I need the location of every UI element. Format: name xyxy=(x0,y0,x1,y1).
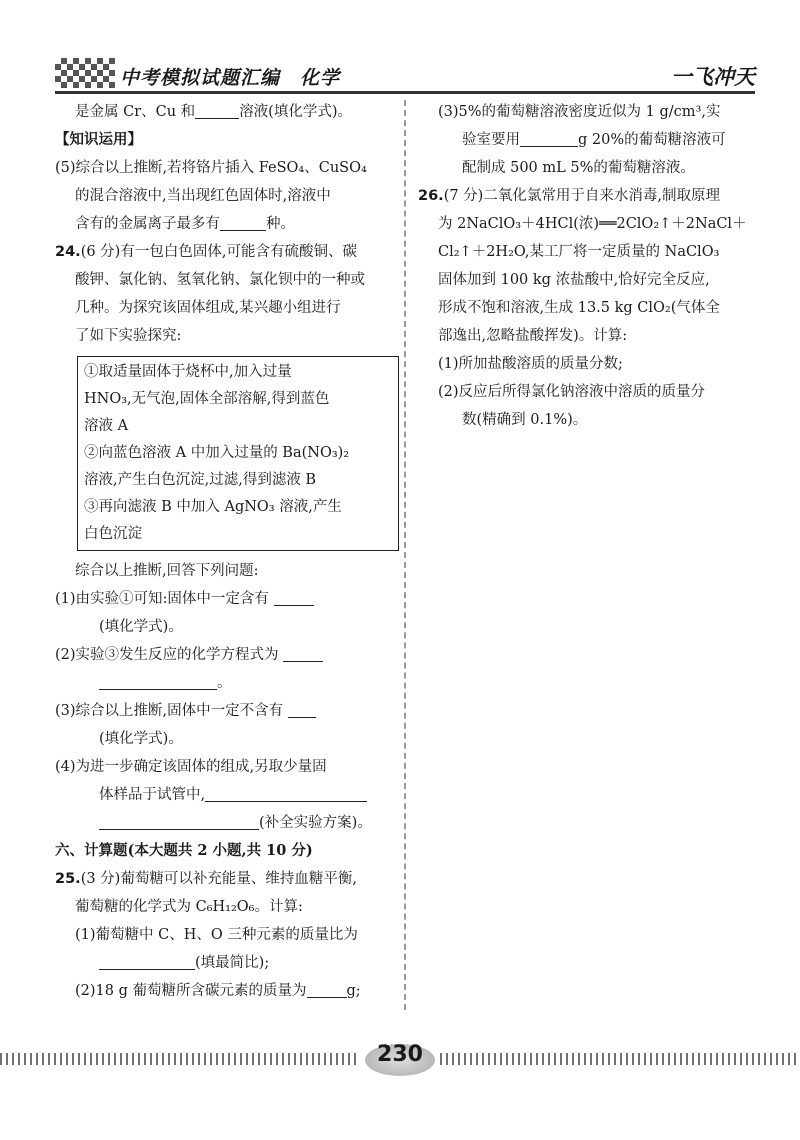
box-line: HNO₃,无气泡,固体全部溶解,得到蓝色 xyxy=(84,391,330,407)
box-line: 白色沉淀 xyxy=(84,526,142,542)
answer-blank[interactable] xyxy=(288,701,316,718)
checker-logo-icon xyxy=(55,58,115,88)
q24-line3: 几种。为探究该固体组成,某兴趣小组进行 xyxy=(75,300,341,316)
answer-blank[interactable] xyxy=(205,785,367,802)
q24-4-line3: (补全实验方案)。 xyxy=(55,809,395,837)
q24-intro: 综合以上推断,回答下列问题: xyxy=(75,563,259,579)
question-number: 25. xyxy=(55,871,81,887)
q24-1-line2: (填化学式)。 xyxy=(99,619,183,635)
q26-line4: 固体加到 100 kg 浓盐酸中,恰好完全反应, xyxy=(438,272,710,288)
box-line: 溶液 A xyxy=(84,418,129,434)
q26-line2: 为 2NaClO₃＋4HCl(浓)══2ClO₂↑＋2NaCl＋ xyxy=(438,216,747,232)
right-column xyxy=(418,98,758,434)
answer-blank[interactable] xyxy=(307,981,347,998)
question-number: 26. xyxy=(418,188,444,204)
answer-blank[interactable] xyxy=(99,953,195,970)
column-divider xyxy=(404,100,406,1010)
q24-line1: 24.(6 分)有一包白色固体,可能含有硫酸铜、碳 xyxy=(55,244,357,260)
q25-1-line1: (1)葡萄糖中 C、H、O 三种元素的质量比为 xyxy=(75,927,358,943)
q24-4-line2: 体样品于试管中, xyxy=(55,781,395,809)
decorative-border-icon xyxy=(0,1053,360,1065)
box-line: ③再向滤液 B 中加入 AgNO₃ 溶液,产生 xyxy=(84,499,342,515)
section-knowledge-heading: 【知识运用】 xyxy=(55,131,142,148)
experiment-box xyxy=(77,356,399,551)
box-line: 溶液,产生白色沉淀,过滤,得到滤液 B xyxy=(84,472,317,488)
page-number: 230 xyxy=(377,1042,423,1067)
q24-line2: 酸钾、氯化钠、氢氧化钠、氯化钡中的一种或 xyxy=(75,272,365,288)
q24-1-line1: (1)由实验①可知:固体中一定含有 xyxy=(55,585,395,613)
q26-line3: Cl₂↑＋2H₂O,某工厂将一定质量的 NaClO₃ xyxy=(438,244,720,260)
q26-2-line1: (2)反应后所得氯化钠溶液中溶质的质量分 xyxy=(438,384,706,400)
left-column xyxy=(55,98,395,1005)
q24-2-line2: 。 xyxy=(55,669,395,697)
answer-blank[interactable] xyxy=(99,673,217,690)
q24-2-line1: (2)实验③发生反应的化学方程式为 xyxy=(55,641,395,669)
q24-3-line2: (填化学式)。 xyxy=(99,731,183,747)
q25-3-line3: 配制成 500 mL 5%的葡萄糖溶液。 xyxy=(462,160,695,176)
q23-5-line1: (5)综合以上推断,若将铬片插入 FeSO₄、CuSO₄ xyxy=(55,160,367,176)
q23-5-line2: 的混合溶液中,当出现红色固体时,溶液中 xyxy=(75,188,331,204)
q25-line1: 25.(3 分)葡萄糖可以补充能量、维持血糖平衡, xyxy=(55,871,357,887)
section-6-heading: 六、计算题(本大题共 2 小题,共 10 分) xyxy=(55,842,313,859)
page-footer xyxy=(0,1042,800,1074)
answer-blank[interactable] xyxy=(520,130,578,147)
q25-3-line2: 验室要用 g 20%的葡萄糖溶液可 xyxy=(462,132,726,148)
page-header xyxy=(55,58,755,94)
answer-blank[interactable] xyxy=(220,214,266,231)
question-number: 24. xyxy=(55,244,81,260)
brand-name: 一飞冲天 xyxy=(671,65,755,89)
answer-blank[interactable] xyxy=(274,589,314,606)
q26-line1: 26.(7 分)二氧化氯常用于自来水消毒,制取原理 xyxy=(418,188,720,204)
q24-line4: 了如下实验探究: xyxy=(75,328,182,344)
q26-1: (1)所加盐酸溶质的质量分数; xyxy=(438,356,623,372)
q24-4-line1: (4)为进一步确定该固体的组成,另取少量固 xyxy=(55,759,327,775)
q25-1-line2: (填最简比); xyxy=(55,949,395,977)
q23-5-line3: 含有的金属离子最多有 种。 xyxy=(75,216,295,232)
q25-2-line: (2)18 g 葡萄糖所含碳元素的质量为 g; xyxy=(75,983,361,999)
box-line: ①取适量固体于烧杯中,加入过量 xyxy=(84,364,292,380)
q26-2-line2: 数(精确到 0.1%)。 xyxy=(462,412,588,428)
decorative-border-icon xyxy=(440,1053,800,1065)
header-rule xyxy=(55,91,755,94)
q26-line6: 部逸出,忽略盐酸挥发)。计算: xyxy=(438,328,628,344)
q23-continuation: 是金属 Cr、Cu 和 溶液(填化学式)。 xyxy=(75,104,353,120)
answer-blank[interactable] xyxy=(283,645,323,662)
q24-3-line1: (3)综合以上推断,固体中一定不含有 xyxy=(55,697,395,725)
q25-line2: 葡萄糖的化学式为 C₆H₁₂O₆。计算: xyxy=(75,899,303,915)
book-title: 中考模拟试题汇编 化学 xyxy=(120,67,341,89)
box-line: ②向蓝色溶液 A 中加入过量的 Ba(NO₃)₂ xyxy=(84,445,350,461)
answer-blank[interactable] xyxy=(195,102,239,119)
q25-3-line1: (3)5%的葡萄糖溶液密度近似为 1 g/cm³,实 xyxy=(438,104,721,120)
q26-line5: 形成不饱和溶液,生成 13.5 kg ClO₂(气体全 xyxy=(438,300,720,316)
answer-blank[interactable] xyxy=(99,813,259,830)
